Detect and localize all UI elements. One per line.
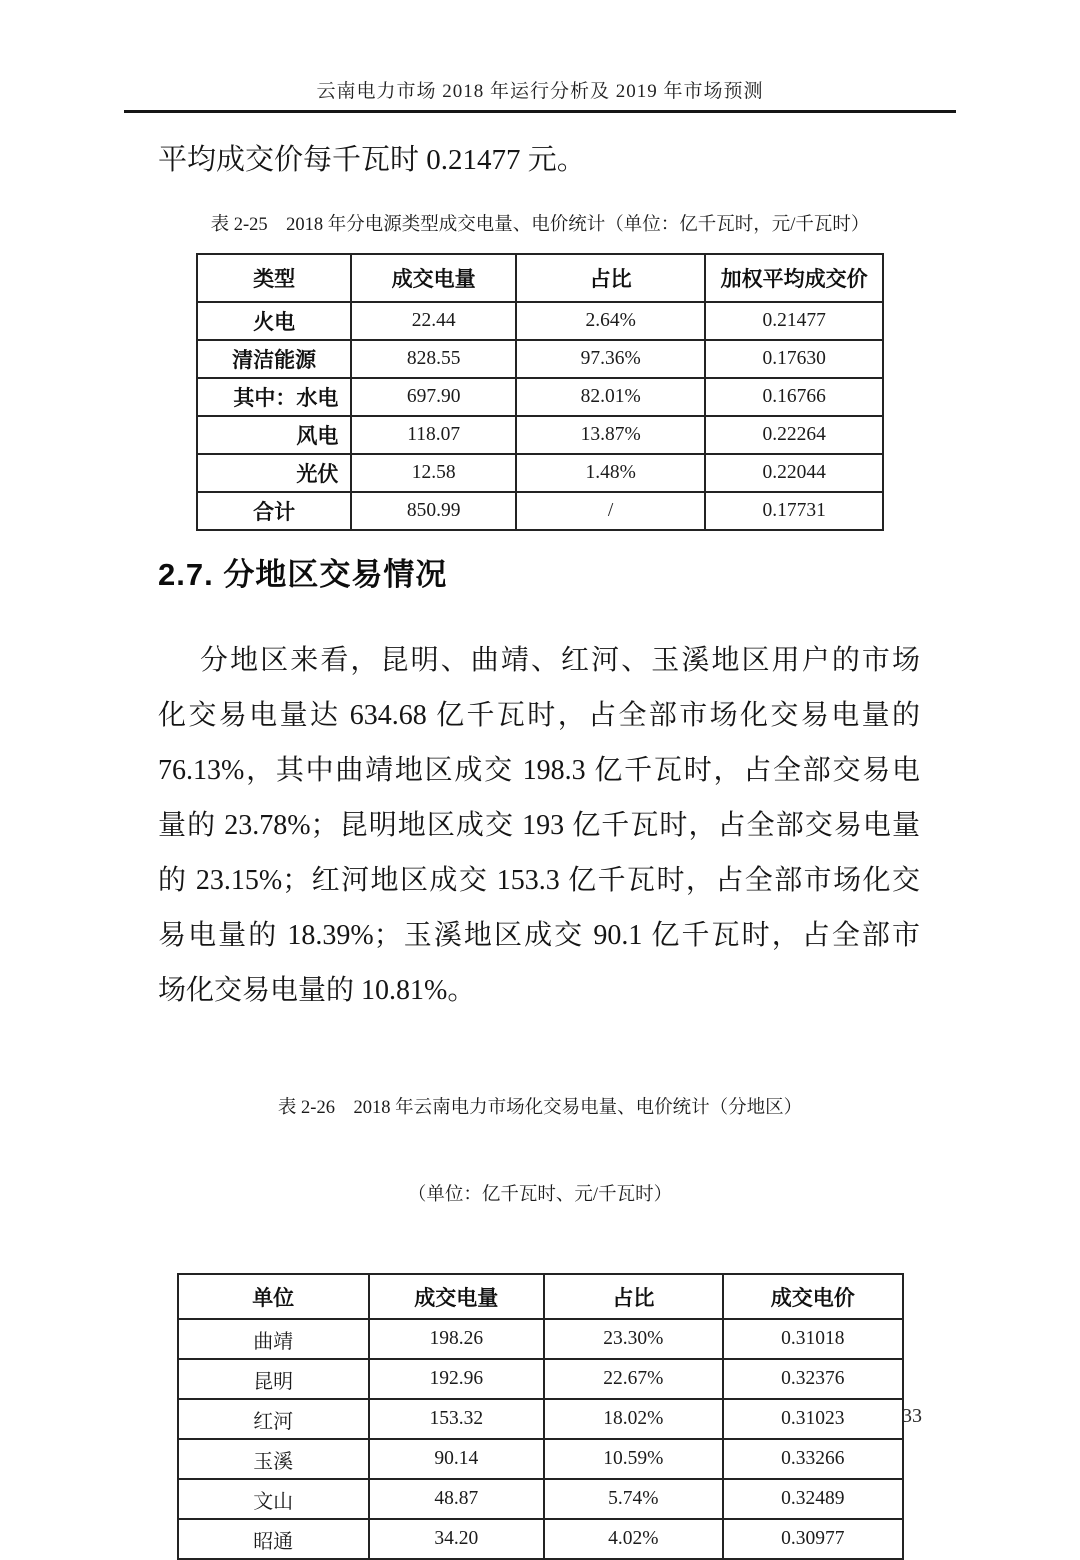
table-cell: 23.30% <box>544 1319 723 1359</box>
paragraph-line: 分地区来看，昆明、曲靖、红河、玉溪地区用户的市场 <box>200 645 920 676</box>
body-paragraph <box>158 633 920 1018</box>
table-cell: 10.59% <box>544 1439 723 1479</box>
table-row <box>197 302 883 340</box>
table-row <box>178 1479 903 1519</box>
table-cell: 12.58 <box>351 454 516 492</box>
row-label: 光伏 <box>197 454 351 492</box>
column-header: 单位 <box>178 1274 369 1319</box>
row-label: 昭通 <box>178 1519 369 1559</box>
table-cell: 0.33266 <box>723 1439 902 1479</box>
section-heading: 2.7. 分地区交易情况 <box>158 557 448 592</box>
table-cell: 18.02% <box>544 1399 723 1439</box>
table-row <box>178 1399 903 1439</box>
table-cell: 0.22044 <box>705 454 883 492</box>
column-header: 成交电价 <box>723 1274 902 1319</box>
table-cell: 0.31018 <box>723 1319 902 1359</box>
table-cell: 22.44 <box>351 302 516 340</box>
table-row <box>197 454 883 492</box>
paragraph-line: 量的 23.78%；昆明地区成交 193 亿千瓦时，占全部交易电量 <box>158 810 920 841</box>
table-row <box>197 492 883 530</box>
table-2-26-caption-line2: （单位：亿千瓦时、元/千瓦时） <box>407 1185 673 1205</box>
table-cell: 5.74% <box>544 1479 723 1519</box>
row-label: 清洁能源 <box>197 340 351 378</box>
table-cell: 0.16766 <box>705 378 883 416</box>
table-row <box>178 1519 903 1559</box>
table-cell: 1.48% <box>516 454 705 492</box>
table-cell: 22.67% <box>544 1359 723 1399</box>
table-cell: 0.32489 <box>723 1479 902 1519</box>
row-label: 风电 <box>197 416 351 454</box>
table-row <box>178 1359 903 1399</box>
table-cell: 97.36% <box>516 340 705 378</box>
row-label: 火电 <box>197 302 351 340</box>
column-header: 类型 <box>197 254 351 302</box>
table-cell: 90.14 <box>369 1439 544 1479</box>
column-header: 占比 <box>516 254 705 302</box>
table-cell: 0.17630 <box>705 340 883 378</box>
paragraph-line: 化交易电量达 634.68 亿千瓦时，占全部市场化交易电量的 <box>158 700 920 731</box>
table-cell: 198.26 <box>369 1319 544 1359</box>
table-2-25-caption: 表 2-25 2018 年分电源类型成交电量、电价统计（单位：亿千瓦时，元/千瓦时） <box>210 215 870 235</box>
table-cell: 0.17731 <box>705 492 883 530</box>
table-header-row <box>197 254 883 302</box>
table-cell: 48.87 <box>369 1479 544 1519</box>
row-label: 合计 <box>197 492 351 530</box>
table-cell: 34.20 <box>369 1519 544 1559</box>
paragraph-line: 场化交易电量的 10.81%。 <box>158 975 476 1006</box>
table-cell: 0.21477 <box>705 302 883 340</box>
table-2-25 <box>196 253 884 531</box>
table-cell: 0.22264 <box>705 416 883 454</box>
paragraph-line: 易电量的 18.39%；玉溪地区成交 90.1 亿千瓦时，占全部市 <box>158 920 920 951</box>
column-header: 占比 <box>544 1274 723 1319</box>
row-label: 昆明 <box>178 1359 369 1399</box>
row-label: 文山 <box>178 1479 369 1519</box>
row-label: 玉溪 <box>178 1439 369 1479</box>
paragraph-line: 76.13%，其中曲靖地区成交 198.3 亿千瓦时，占全部交易电 <box>158 755 920 786</box>
table-header-row <box>178 1274 903 1319</box>
table-cell: 82.01% <box>516 378 705 416</box>
intro-sentence: 平均成交价每千瓦时 0.21477 元。 <box>158 144 586 176</box>
row-label: 其中：水电 <box>197 378 351 416</box>
table-2-26-caption <box>0 1036 1080 1268</box>
table-cell: / <box>516 492 705 530</box>
table-row <box>178 1319 903 1359</box>
table-cell: 4.02% <box>544 1519 723 1559</box>
table-row <box>197 340 883 378</box>
table-row <box>178 1439 903 1479</box>
table-cell: 697.90 <box>351 378 516 416</box>
table-cell: 850.99 <box>351 492 516 530</box>
table-cell: 0.30977 <box>723 1519 902 1559</box>
table-cell: 0.31023 <box>723 1399 902 1439</box>
row-label: 红河 <box>178 1399 369 1439</box>
table-2-26 <box>177 1273 904 1560</box>
table-row <box>197 416 883 454</box>
table-cell: 13.87% <box>516 416 705 454</box>
column-header: 加权平均成交价 <box>705 254 883 302</box>
table-row <box>197 378 883 416</box>
table-cell: 153.32 <box>369 1399 544 1439</box>
table-cell: 118.07 <box>351 416 516 454</box>
page-header <box>124 0 956 113</box>
column-header: 成交电量 <box>351 254 516 302</box>
table-cell: 0.32376 <box>723 1359 902 1399</box>
paragraph-line: 的 23.15%；红河地区成交 153.3 亿千瓦时，占全部市场化交 <box>158 865 920 896</box>
table-cell: 828.55 <box>351 340 516 378</box>
column-header: 成交电量 <box>369 1274 544 1319</box>
row-label: 曲靖 <box>178 1319 369 1359</box>
table-2-26-caption-line1: 表 2-26 2018 年云南电力市场化交易电量、电价统计（分地区） <box>277 1098 803 1118</box>
table-cell: 2.64% <box>516 302 705 340</box>
document-title: 云南电力市场 2018 年运行分析及 2019 年市场预测 <box>316 81 764 102</box>
page-number: 33 <box>902 1405 922 1427</box>
table-cell: 192.96 <box>369 1359 544 1399</box>
